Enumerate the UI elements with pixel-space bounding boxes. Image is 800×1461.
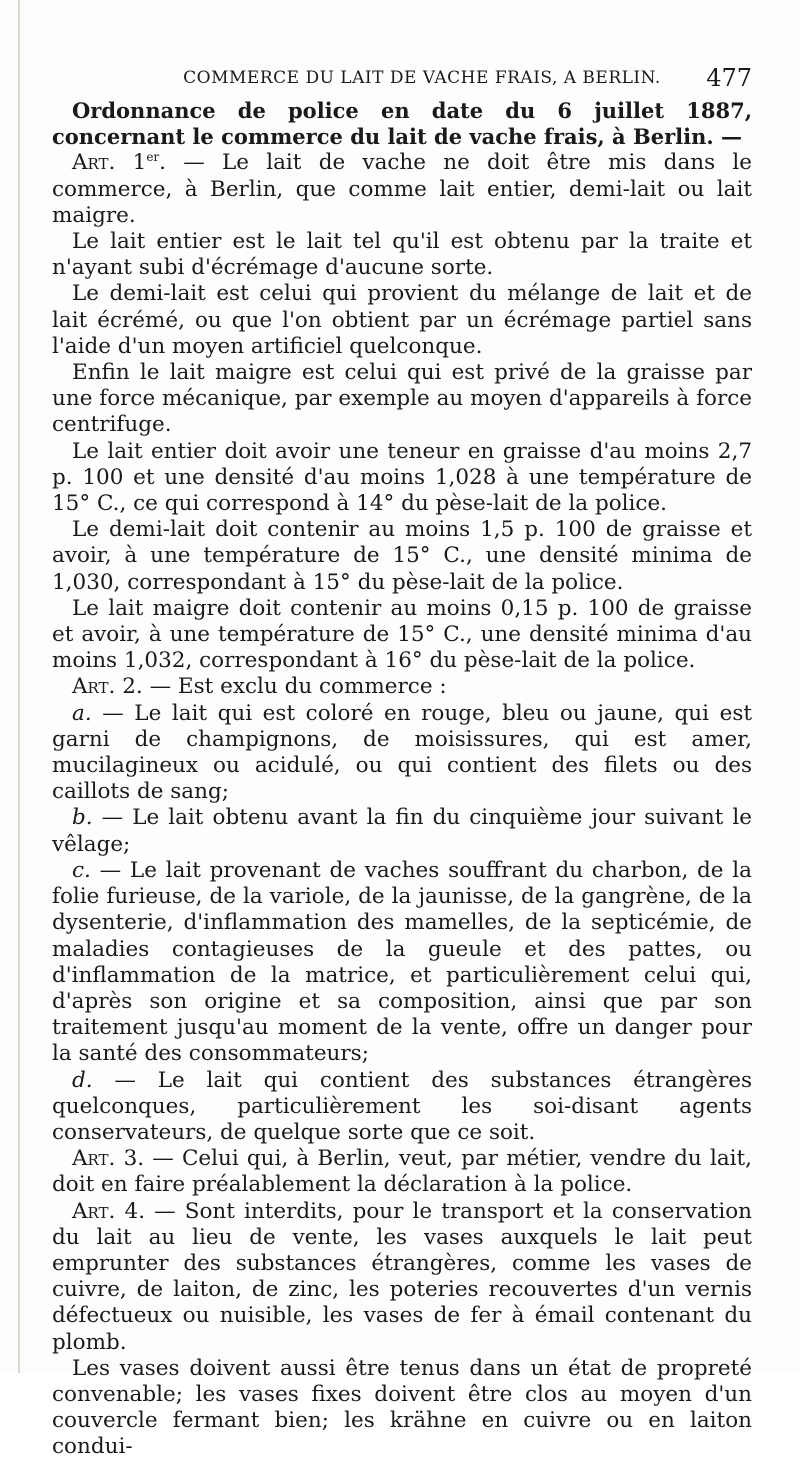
item-c: [52, 858, 752, 1068]
article-1: [52, 150, 752, 229]
article-label: Art. 3: [72, 1146, 138, 1172]
paragraph-lait-entier: Le lait entier est le lait tel qu'il est obtenu par la traite et n'ayant subi d'écrémage d'aucune sorte.: [52, 229, 752, 281]
item-letter: d.: [72, 1067, 93, 1093]
article-2: [52, 674, 752, 700]
item-d: [52, 1068, 752, 1147]
paragraph-text: . — Sont interdits, pour le transport et la conservation du lait au lieu de vente, les vases auxquels le lait peut emprunter des substances étrangères, comme les vases de cuivre, de laiton, de zinc, les poteries recouvertes d'un vernis défectueux ou nuisible, les vases de fer à émail contenant du plomb.: [52, 1198, 752, 1355]
article-superscript: er: [146, 150, 160, 165]
paragraph-text: — Le lait qui est coloré en rouge, bleu ou jaune, qui est garni de champignons, de moisissures, qui est amer, mucilagineux ou acidulé, ou qui contient des filets ou des caillots de sang;: [52, 700, 752, 805]
paragraph-demi-lait: Le demi-lait est celui qui provient du mélange de lait et de lait écrémé, ou que l'on obtient par un écrémage partiel sans l'aide d'un moyen artificiel quelconque.: [52, 281, 752, 359]
document-body: [52, 98, 752, 1461]
item-letter: c.: [72, 857, 91, 883]
paragraph-text: — Le lait obtenu avant la fin du cinquième jour suivant le vêlage;: [52, 805, 752, 857]
item-b: [52, 805, 752, 857]
item-a: [52, 701, 752, 806]
item-letter: a.: [72, 700, 92, 726]
item-letter: b.: [72, 805, 93, 831]
paragraph-text: . — Le lait de vache ne doit être mis dans le commerce, à Berlin, que comme lait entier, demi-lait ou lait maigre.: [52, 150, 752, 228]
paragraph-teneur-demi: Le demi-lait doit contenir au moins 1,5 p. 100 de graisse et avoir, à une température de 15° C., une densité minima de 1,030, correspondant à 15° du pèse-lait de la police.: [52, 517, 752, 595]
paragraph-teneur-maigre: Le lait maigre doit contenir au moins 0,15 p. 100 de graisse et avoir, à une température de 15° C., une densité minima d'au moins 1,032, correspondant à 16° du pèse-lait de la police.: [52, 595, 752, 674]
running-head: [52, 58, 752, 98]
article-label: Art. 2: [72, 674, 136, 700]
running-head-title: COMMERCE DU LAIT DE VACHE FRAIS, A BERLIN.: [183, 68, 661, 88]
ordinance-heading: Ordonnance de police en date du 6 juillet 1887, concernant le commerce du lait de vache frais, à Berlin. —: [52, 98, 752, 150]
page-number: 477: [706, 64, 752, 92]
paragraph-vases: Les vases doivent aussi être tenus dans un état de propreté convenable; les vases fixes doivent être clos au moyen d'un couvercle fermant bien; les krähne en cuivre ou en laiton condui-: [52, 1355, 752, 1460]
paragraph-text: . — Est exclu du commerce :: [135, 674, 447, 700]
paragraph-text: — Le lait provenant de vaches souffrant du charbon, de la folie furieuse, de la variole, de la jaunisse, de la gangrène, de la dysenterie, d'inflammation des mamelles, de la septicémie, de maladies contagieuses de la gueule et des pattes, ou d'inflammation de la matrice, et particulièrement celui qui, d'après son origine et sa composition, ainsi que par son traitement jusqu'au moment de la vente, offre un danger pour la santé des consommateurs;: [52, 857, 752, 1067]
article-3: [52, 1146, 752, 1198]
paragraph-teneur-entier: Le lait entier doit avoir une teneur en graisse d'au moins 2,7 p. 100 et une densité d'au moins 1,028 à une température de 15° C., ce qui correspond à 14° du pèse-lait de la police.: [52, 438, 752, 517]
paragraph-lait-maigre: Enfin le lait maigre est celui qui est privé de la graisse par une force mécanique, par exemple au moyen d'appareils à force centrifuge.: [52, 360, 753, 438]
paragraph-text: — Le lait qui contient des substances étrangères quelconques, particulièrement les soi-disant agents conservateurs, de quelque sorte que ce soit.: [52, 1067, 752, 1145]
article-4: [52, 1199, 752, 1356]
paragraph-text: . — Celui qui, à Berlin, veut, par métier, vendre du lait, doit en faire préalablement la déclaration à la police.: [52, 1146, 752, 1198]
article-label: Art. 1: [72, 150, 147, 176]
article-label: Art. 4: [72, 1198, 139, 1224]
